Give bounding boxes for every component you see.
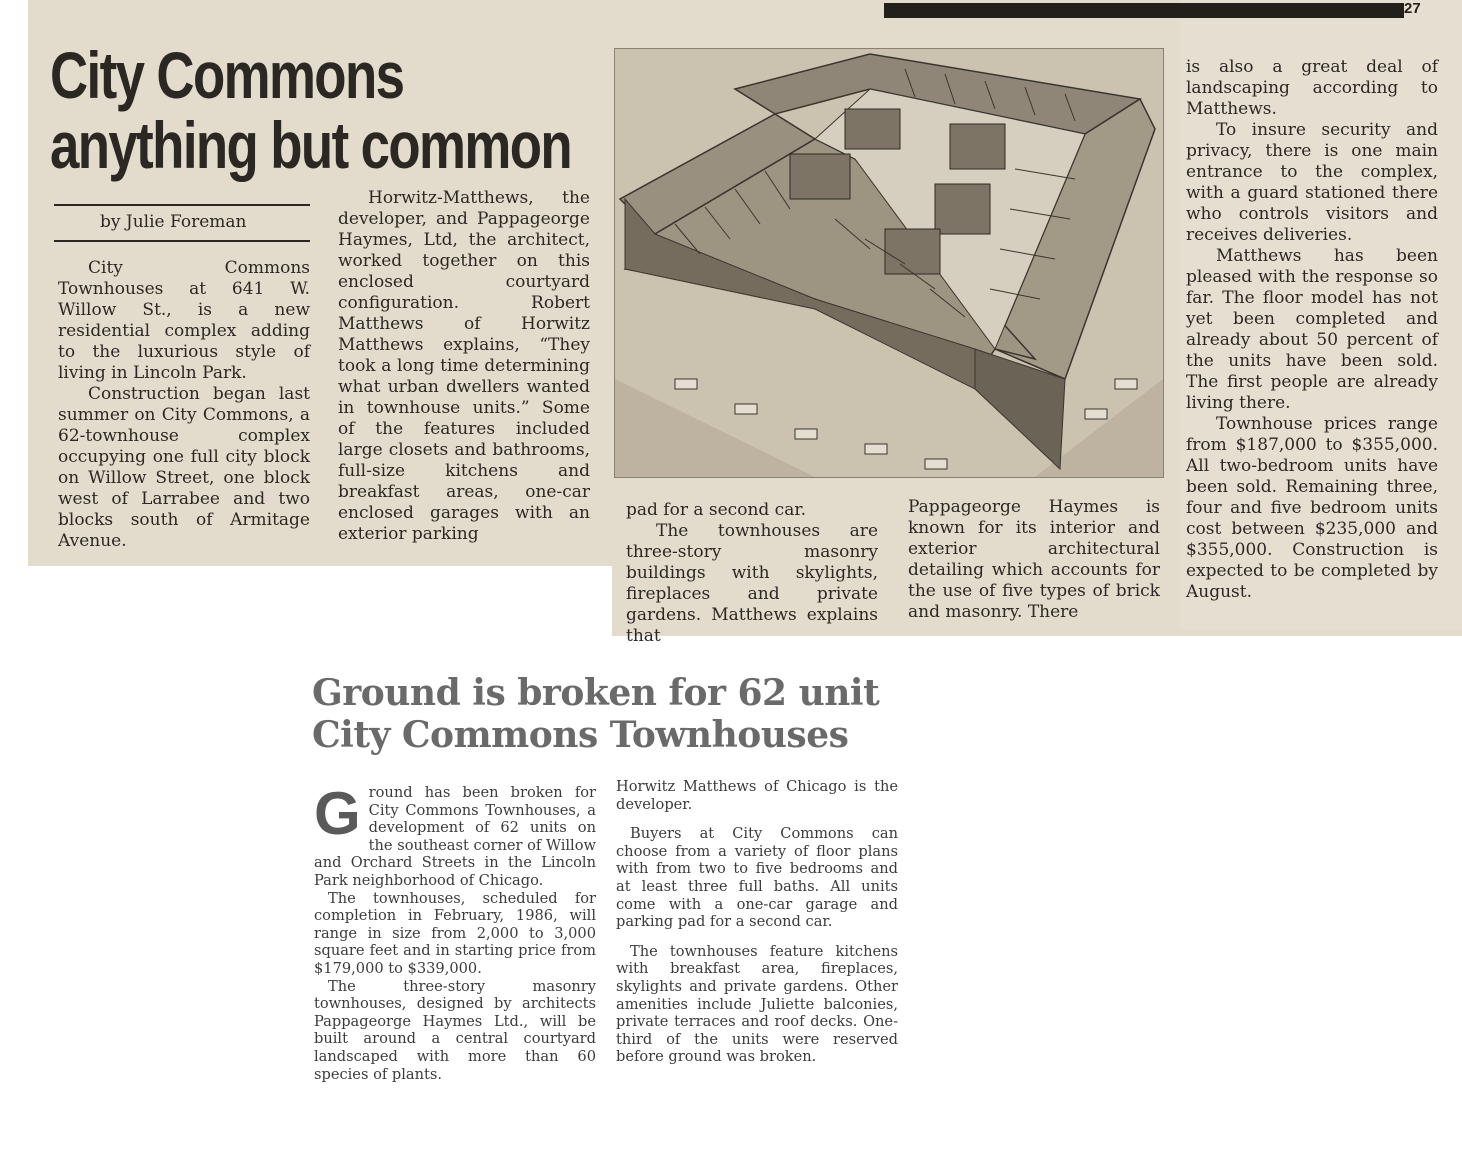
paragraph: pad for a second car. — [626, 500, 806, 520]
paragraph: Horwitz Matthews of Chicago is the developer. — [616, 778, 898, 813]
paragraph: The three-story masonry townhouses, designed by architects Pappageorge Haymes Ltd., will be built around a central courtyard landscaped with more than 60 species of plants. — [314, 977, 596, 1083]
article2-headline-line2: City Commons Townhouses — [312, 714, 849, 756]
paragraph: round has been broken for City Commons Townhouses, a development of 62 units on the southeast corner of Willow and Orchard Streets in the Lincoln Park neighborhood of Chicago. — [314, 784, 596, 889]
article1-headline — [50, 38, 572, 182]
paragraph: Matthews has been pleased with the response so far. The floor model has not yet been completed and already about 50 percent of the units have been sold. The first people are already living there. — [1186, 246, 1438, 413]
paragraph: Horwitz-Matthews, the developer, and Pappageorge Haymes, Ltd, the architect, worked together on this enclosed courtyard configuration. Robert Matthews of Horwitz Matthews explains, “They took a long time determining what urban dwellers wanted in townhouse units.” Some of the features included large closets and bathrooms, full-size kitchens and breakfast areas, one-car enclosed garages with an exterior parking — [338, 188, 590, 544]
article1-headline-line1: City Commons — [50, 38, 404, 112]
paragraph: Townhouse prices range from $187,000 to $355,000. All two-bedroom units have been sold. Remaining three, four and five bedroom units cost between $235,000 and $355,000. Construction is expected to be completed by August. — [1186, 414, 1438, 602]
paragraph: To insure security and privacy, there is one main entrance to the complex, with a guard stationed there who controls visitors and receives deliveries. — [1186, 120, 1438, 245]
paragraph: is also a great deal of landscaping according to Matthews. — [1186, 57, 1438, 119]
paragraph: Buyers at City Commons can choose from a variety of floor plans with from two to five bedrooms and at least three full baths. All units come with a one-car garage and parking pad for a second car. — [616, 825, 898, 931]
architectural-rendering-image — [614, 48, 1164, 478]
byline-rule-bottom — [54, 240, 310, 242]
article2-column-right — [616, 778, 898, 1066]
article1-column-2 — [338, 188, 590, 545]
paragraph: City Commons Townhouses at 641 W. Willow St., is a new residential complex adding to the luxurious style of living in Lincoln Park. — [58, 258, 310, 383]
paragraph: The townhouses feature kitchens with breakfast area, fireplaces, skylights and private gardens. Other amenities include Juliette balconies, private terraces and roof decks. One-third of the units were reserved before ground was broken. — [616, 942, 898, 1066]
drop-cap: G — [314, 780, 361, 847]
article1-column-4 — [908, 497, 1160, 623]
article1-headline-line2: anything but common — [50, 108, 572, 182]
article1-column-1 — [58, 258, 310, 552]
paragraph: The townhouses are three-story masonry buildings with skylights, fireplaces and private gardens. Matthews explains that — [626, 521, 878, 646]
byline-rule-top — [54, 204, 310, 206]
article2-column-left — [314, 780, 596, 1083]
page-top-rule — [884, 3, 1404, 18]
byline: by Julie Foreman — [100, 212, 247, 232]
paragraph: The townhouses, scheduled for completion in February, 1986, will range in size from 2,000 to 3,000 square feet and in starting price from $179,000 to $339,000. — [314, 889, 596, 977]
article1-column-5 — [1186, 57, 1438, 603]
article2-headline-line1: Ground is broken for 62 unit — [312, 672, 880, 714]
page-number: 27 — [1404, 0, 1421, 17]
article2-headline — [312, 672, 912, 756]
paragraph: Construction began last summer on City Commons, a 62-townhouse complex occupying one full city block on Willow Street, one block west of Larrabee and two blocks south of Armitage Avenue. — [58, 384, 310, 551]
article1-column-3 — [626, 500, 878, 647]
paragraph: Pappageorge Haymes is known for its interior and exterior architectural detailing which accounts for the use of five types of brick and masonry. There — [908, 497, 1160, 622]
